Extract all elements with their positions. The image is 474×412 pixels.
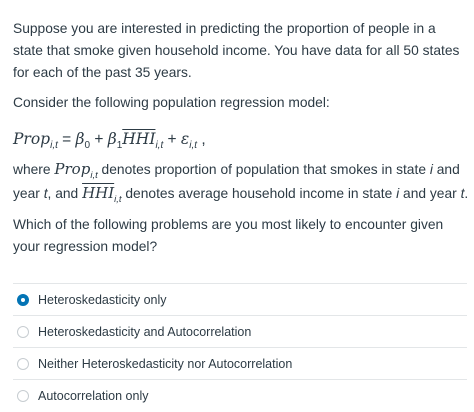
answer-options <box>13 283 467 411</box>
def1-i: i <box>429 162 433 177</box>
question-prompt: Which of the following problems are you most likely to encounter given your regression model? <box>13 217 444 254</box>
def2-i: i <box>396 186 400 201</box>
def2-post1: denotes average household income in state <box>121 186 397 201</box>
answer-option-label: Autocorrelation only <box>38 388 149 403</box>
regression-equation <box>13 126 206 152</box>
answer-option-label: Heteroskedasticity and Autocorrelation <box>38 324 252 339</box>
eq-beta0: β <box>75 130 85 148</box>
radio-unselected-icon[interactable] <box>17 358 29 370</box>
eq-lhs: Prop <box>13 130 51 148</box>
question-consider: Consider the following population regression model: <box>13 95 330 110</box>
def1-pre: where <box>13 162 55 177</box>
def1-post2: and <box>432 162 460 177</box>
eq-tail: , <box>197 131 206 148</box>
eq-hhi: $\overline{HHI}$ <box>122 130 156 148</box>
def2-end: . <box>464 186 469 201</box>
eq-equals: = <box>57 131 76 148</box>
definition-line-2 <box>13 182 469 211</box>
answer-option-4[interactable] <box>13 379 467 411</box>
answer-option-label: Heteroskedasticity only <box>38 292 167 307</box>
eq-beta0-sub: 0 <box>84 140 91 152</box>
eq-beta1: β <box>107 130 117 148</box>
answer-option-3[interactable] <box>13 347 467 379</box>
def2-var: $\overline{HHI}$ <box>82 184 115 202</box>
radio-unselected-icon[interactable] <box>17 390 29 402</box>
question-intro: Suppose you are interested in predicting the proportion of people in a state that smoke given household income. You have data for all 50 states for each of the past 35 years. <box>13 21 460 80</box>
eq-plus-1: + <box>90 131 108 148</box>
def2-var-sub: i,t <box>114 193 122 205</box>
def1-var: Prop <box>54 160 91 178</box>
eq-lhs-sub: i,t <box>50 140 58 152</box>
def2-post2: and year <box>399 186 461 201</box>
eq-beta1-sub: 1 <box>116 140 123 152</box>
radio-unselected-icon[interactable] <box>17 326 29 338</box>
def1-post1: denotes proportion of population that smokes in state <box>97 162 430 177</box>
eq-hhi-sub: i,t <box>155 140 164 152</box>
def2-pre1: year <box>13 186 44 201</box>
def1-var-sub: i,t <box>90 169 98 181</box>
def2-t: t <box>43 186 48 201</box>
answer-option-label: Neither Heteroskedasticity nor Autocorrelation <box>38 356 293 371</box>
eq-epsilon-sub: i,t <box>189 140 198 152</box>
def2-pre2: , and <box>47 186 83 201</box>
answer-option-2[interactable] <box>13 315 467 347</box>
radio-selected-icon[interactable] <box>17 294 29 306</box>
answer-option-1[interactable] <box>13 283 467 315</box>
def2-t2: t <box>460 186 465 201</box>
eq-plus-2: + <box>163 131 181 148</box>
eq-epsilon: ε <box>180 130 190 148</box>
